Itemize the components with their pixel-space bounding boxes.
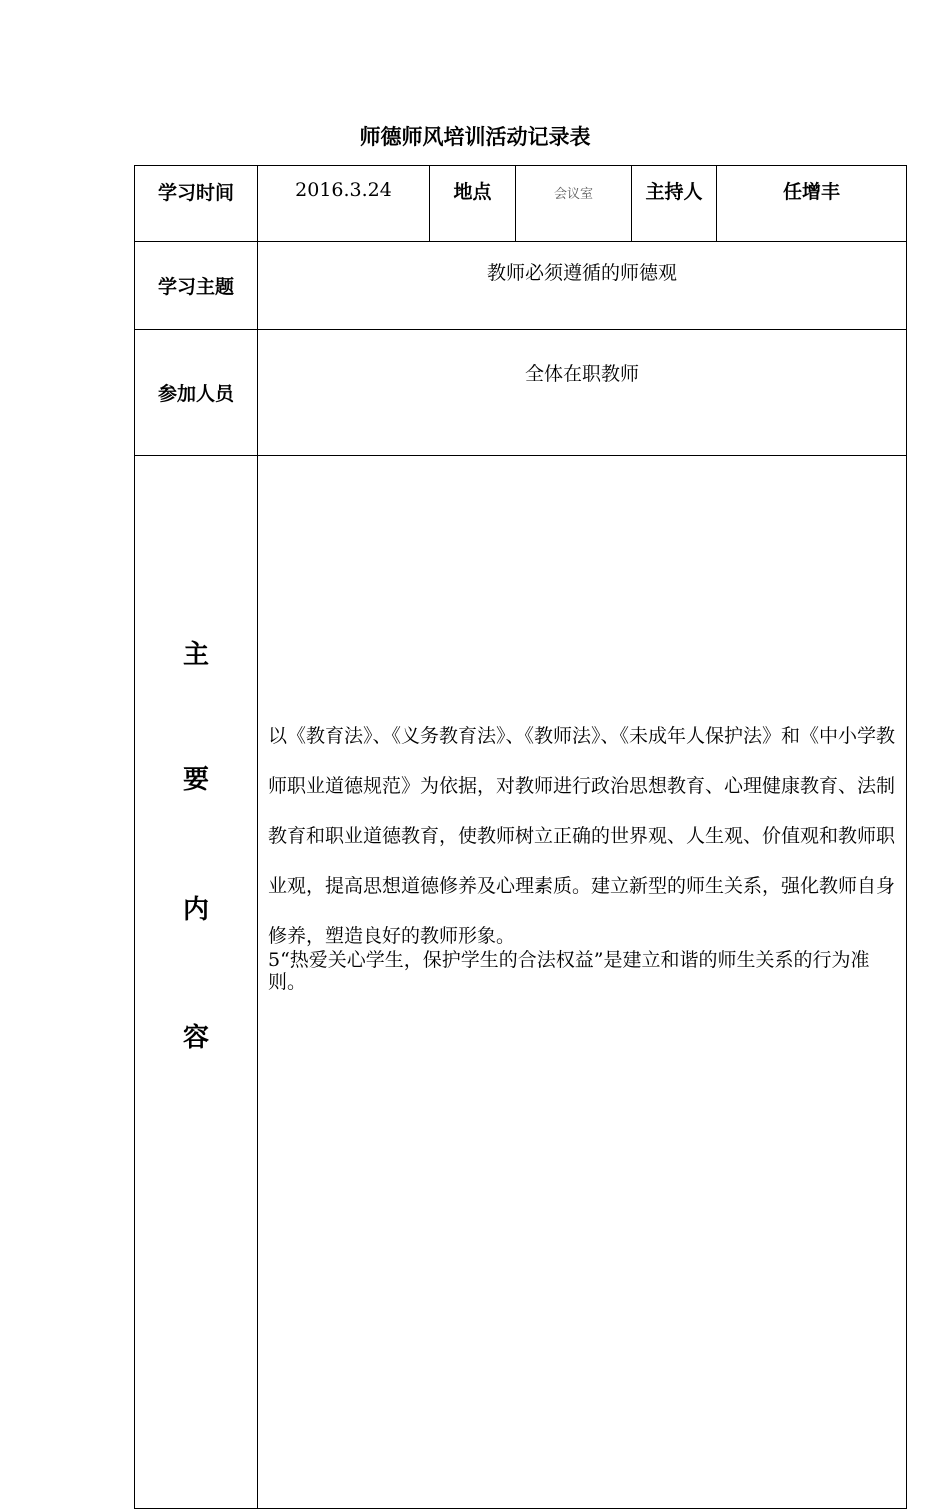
label-char: 内 — [182, 895, 209, 925]
main-content-text: 以《教育法》、《义务教育法》、《教师法》、《未成年人保护法》和《中小学教师职业道德规范》为依据，对教师进行政治思想教育、心理健康教育、法制教育和职业道德教育，使教师树立正确的世界观、人生观、价值观和教师职业观，提高思想道德修养及心理素质。建立新型的师生关系，强化教师自身修养，塑造良好的教师形象。 — [268, 725, 896, 947]
main-content-note: 5“热爱关心学生，保护学生的合法权益”是建立和谐的师生关系的行为准则。 — [268, 949, 870, 993]
study-date-value: 2016.3.24 — [258, 166, 430, 242]
topic-value: 教师必须遵循的师德观 — [258, 242, 907, 330]
study-time-label: 学习时间 — [135, 166, 258, 242]
label-char: 要 — [182, 765, 209, 795]
record-table — [134, 165, 907, 1509]
label-char: 主 — [182, 640, 209, 670]
label-char: 容 — [182, 1023, 209, 1053]
participants-label: 参加人员 — [135, 330, 258, 456]
participants-value: 全体在职教师 — [258, 330, 907, 456]
table-row — [135, 330, 907, 456]
host-value: 任增丰 — [717, 166, 907, 242]
table-row — [135, 242, 907, 330]
table-row — [135, 166, 907, 242]
table-row — [135, 456, 907, 1509]
location-label: 地点 — [430, 166, 516, 242]
main-content-cell — [258, 456, 907, 1509]
host-label: 主持人 — [632, 166, 717, 242]
location-value: 会议室 — [516, 166, 632, 242]
document-title: 师德师风培训活动记录表 — [359, 125, 591, 149]
main-content-label — [135, 456, 258, 1509]
topic-label: 学习主题 — [135, 242, 258, 330]
